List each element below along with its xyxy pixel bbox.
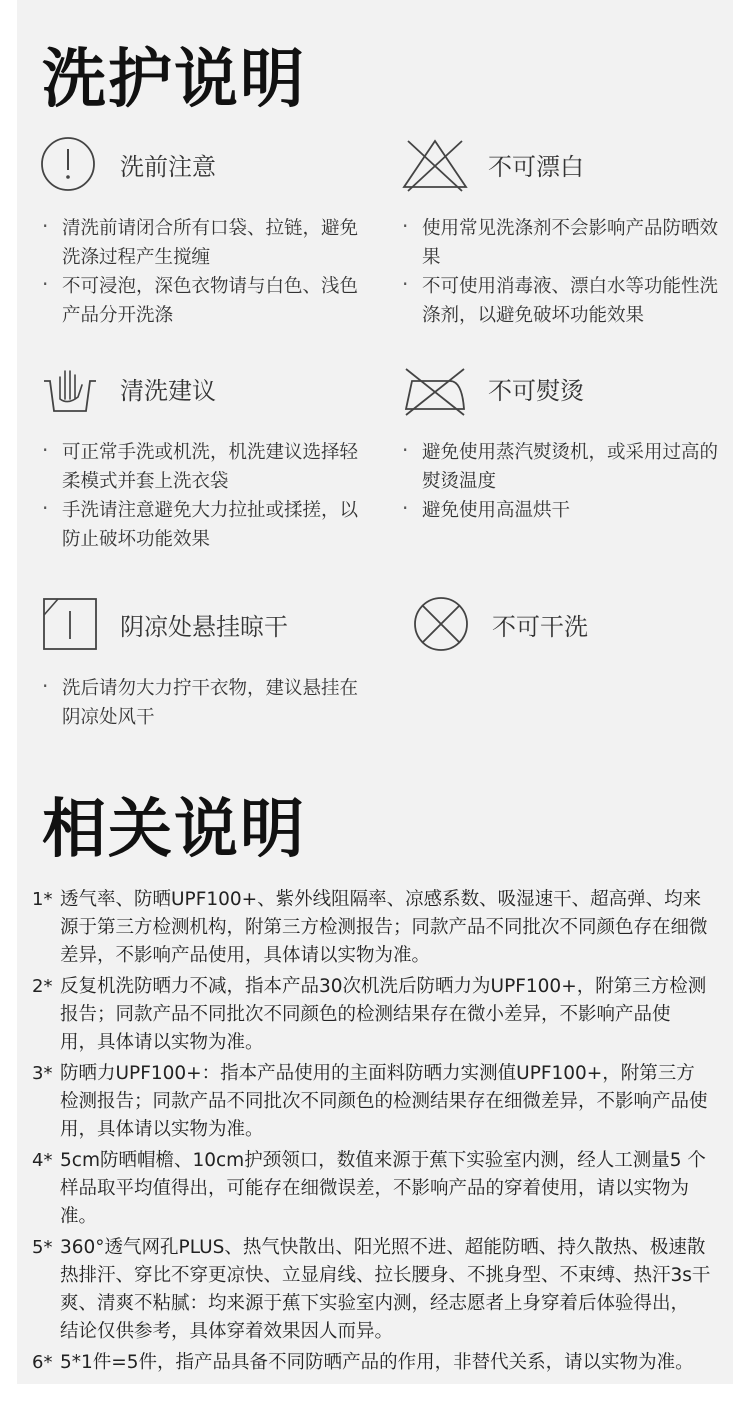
care-title: 清洗建议: [120, 376, 216, 405]
shade-line-dry-icon: [40, 595, 98, 653]
note-text: 5cm防晒帽檐、10cm护颈领口，数值来源于蕉下实验室内测，经人工测量5 个样品取平均值得出，可能存在细微误差，不影响产品的穿着使用，请以实物为准。: [60, 1150, 706, 1227]
list-item: · 可正常手洗或机洗，机洗建议选择轻柔模式并套上洗衣袋: [40, 438, 360, 496]
note-text: 防晒力UPF100+：指本产品使用的主面料防晒力实测值UPF100+，附第三方检测报告；同款产品不同批次不同颜色的检测结果存在细微差异，不影响产品使用，具体请以实物为准。: [60, 1063, 708, 1140]
list-item: · 不可使用消毒液、漂白水等功能性洗涤剂，以避免破坏功能效果: [400, 272, 720, 330]
care-title: 阴凉处悬挂晾干: [120, 612, 288, 641]
care-title: 不可干洗: [492, 612, 588, 641]
note-item: [32, 1234, 712, 1346]
no-iron-icon: [400, 359, 470, 417]
care-block-no-iron: [400, 358, 720, 525]
note-text: 5*1件=5件，指产品具备不同防晒产品的作用，非替代关系，请以实物为准。: [60, 1352, 694, 1373]
care-block-line-dry-shade: [40, 594, 360, 732]
note-item: [32, 1147, 712, 1231]
note-item: [32, 1349, 712, 1377]
list-item: · 洗后请勿大力拧干衣物，建议悬挂在阴凉处风干: [40, 674, 360, 732]
note-item: [32, 973, 712, 1057]
care-title: 洗前注意: [120, 152, 216, 181]
list-item: · 使用常见洗涤剂不会影响产品防晒效果: [400, 214, 720, 272]
note-number: 3*: [32, 1063, 53, 1084]
note-text: 360°透气网孔PLUS、热气快散出、阳光照不进、超能防晒、持久散热、极速散热排汗、穿比不穿更凉快、立显肩线、拉长腰身、不挑身型、不束缚、热汗3s干爽、清爽不粘腻：均来源于蕉下实验室内测，经志愿者上身穿着后体验得出， 结论仅供参考，具体穿着效果因人而异。: [60, 1237, 711, 1342]
note-text: 反复机洗防晒力不减，指本产品30次机洗后防晒力为UPF100+，附第三方检测报告；同款产品不同批次不同颜色的检测结果存在微小差异，不影响产品使 用，具体请以实物为准。: [60, 976, 707, 1053]
note-item: [32, 886, 712, 970]
list-item: · 避免使用蒸汽熨烫机，或采用过高的熨烫温度: [400, 438, 720, 496]
related-notes-heading: 相关说明: [42, 793, 306, 867]
list-item: · 清洗前请闭合所有口袋、拉链，避免洗涤过程产生搅缠: [40, 214, 360, 272]
hand-wash-icon: [40, 359, 98, 417]
care-block-no-bleach: [400, 134, 720, 330]
note-number: 2*: [32, 976, 53, 997]
note-text: 透气率、防晒UPF100+、紫外线阻隔率、凉感系数、吸湿速干、超高弹、均来源于第三方检测机构，附第三方检测报告；同款产品不同批次不同颜色存在细微差异，不影响产品使用，具体请以实物为准。: [60, 889, 708, 966]
exclamation-circle-icon: [40, 135, 98, 193]
note-number: 6*: [32, 1352, 53, 1373]
care-block-prewash: [40, 134, 360, 330]
list-item: · 避免使用高温烘干: [400, 496, 720, 525]
notes-list: [32, 886, 712, 1380]
care-block-wash-advice: [40, 358, 360, 554]
note-number: 5*: [32, 1237, 53, 1258]
care-title: 不可熨烫: [488, 376, 584, 405]
no-dry-clean-icon: [412, 595, 470, 653]
care-instructions-heading: 洗护说明: [42, 43, 306, 117]
note-number: 4*: [32, 1150, 53, 1171]
no-bleach-icon: [400, 135, 470, 193]
note-number: 1*: [32, 889, 53, 910]
list-item: · 手洗请注意避免大力拉扯或揉搓，以防止破坏功能效果: [40, 496, 360, 554]
list-item: · 不可浸泡，深色衣物请与白色、浅色产品分开洗涤: [40, 272, 360, 330]
care-block-no-dry-clean: [412, 594, 732, 654]
note-item: [32, 1060, 712, 1144]
care-title: 不可漂白: [488, 152, 584, 181]
